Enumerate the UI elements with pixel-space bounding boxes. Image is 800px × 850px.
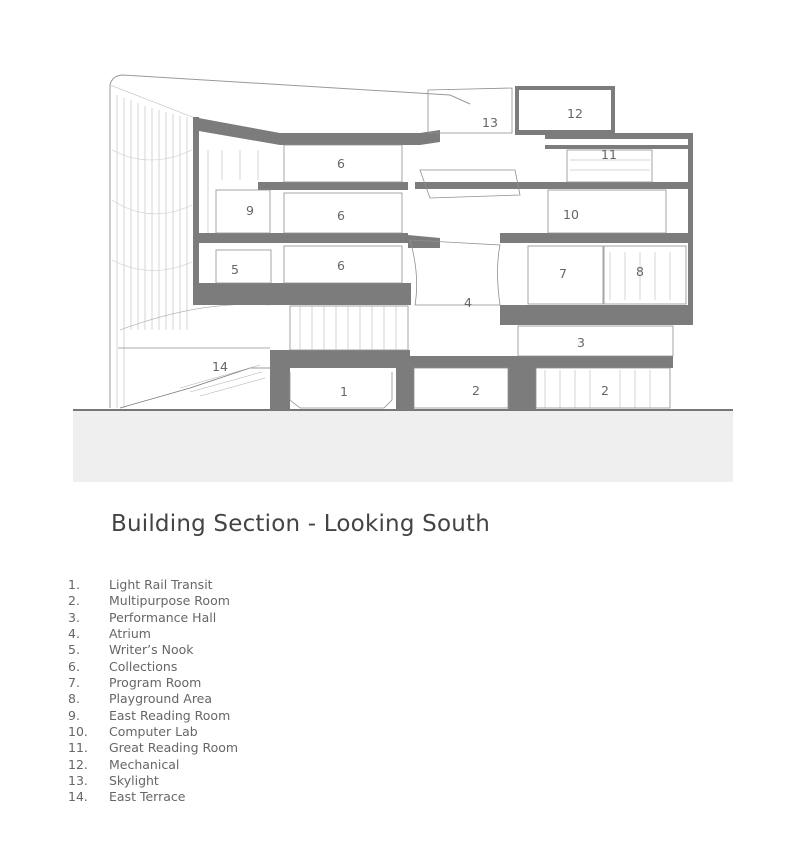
- legend-item: [68, 610, 238, 626]
- legend-item: [68, 757, 238, 773]
- legend-label: Writer’s Nook: [109, 642, 194, 658]
- room-label-7: 7: [559, 266, 567, 281]
- legend-label: Skylight: [109, 773, 159, 789]
- legend-number: 4.: [68, 626, 80, 642]
- legend-label: Light Rail Transit: [109, 577, 213, 592]
- room-label-6c: 6: [337, 258, 345, 273]
- legend-number: 9.: [68, 707, 80, 723]
- legend-item: [68, 675, 238, 691]
- legend-label: Mechanical: [109, 756, 180, 772]
- legend-number: 1.: [68, 577, 80, 592]
- legend-item: [68, 626, 238, 642]
- legend-number: 10.: [68, 724, 88, 740]
- legend-label: East Reading Room: [109, 707, 231, 723]
- room-label-2a: 2: [472, 383, 480, 398]
- legend-item: [68, 740, 238, 756]
- legend-number: 14.: [68, 789, 88, 805]
- legend-label: Program Room: [109, 675, 202, 691]
- legend-number: 6.: [68, 658, 80, 674]
- room-label-13: 13: [482, 115, 498, 130]
- legend-label: Collections: [109, 658, 178, 674]
- legend-item: [68, 708, 238, 724]
- legend-item: [68, 659, 238, 675]
- page-title: Building Section - Looking South: [111, 511, 490, 537]
- legend-item: [68, 642, 238, 658]
- legend-label: Performance Hall: [109, 609, 217, 625]
- room-label-4: 4: [464, 295, 472, 310]
- legend-label: East Terrace: [109, 789, 186, 805]
- legend-item: [68, 691, 238, 707]
- room-label-9: 9: [246, 203, 254, 218]
- legend-number: 12.: [68, 756, 88, 772]
- room-label-11: 11: [601, 147, 617, 162]
- legend-number: 2.: [68, 593, 80, 609]
- legend-number: 11.: [68, 740, 88, 756]
- legend-number: 8.: [68, 691, 80, 707]
- legend-number: 13.: [68, 773, 88, 789]
- legend-label: Computer Lab: [109, 724, 198, 740]
- ground-mass: [73, 410, 733, 482]
- legend-number: 7.: [68, 675, 80, 691]
- room-label-5: 5: [231, 262, 239, 277]
- room-label-8: 8: [636, 264, 644, 279]
- legend-label: Playground Area: [109, 691, 213, 707]
- room-label-3: 3: [577, 335, 585, 350]
- legend-item: [68, 577, 238, 593]
- room-label-12: 12: [567, 106, 583, 121]
- legend-label: Great Reading Room: [109, 740, 239, 756]
- legend-label: Atrium: [109, 626, 151, 642]
- legend-item: [68, 773, 238, 789]
- room-label-14: 14: [212, 359, 228, 374]
- structure: [193, 86, 693, 410]
- legend-label: Multipurpose Room: [109, 593, 230, 609]
- room-label-6a: 6: [337, 156, 345, 171]
- legend-item: [68, 593, 238, 609]
- legend-item: [68, 724, 238, 740]
- legend: [68, 577, 238, 806]
- room-label-1: 1: [340, 384, 348, 399]
- legend-number: 5.: [68, 642, 80, 658]
- legend-item: [68, 789, 238, 805]
- room-label-6b: 6: [337, 208, 345, 223]
- room-label-10: 10: [563, 207, 579, 222]
- legend-number: 3.: [68, 609, 80, 625]
- room-label-2b: 2: [601, 383, 609, 398]
